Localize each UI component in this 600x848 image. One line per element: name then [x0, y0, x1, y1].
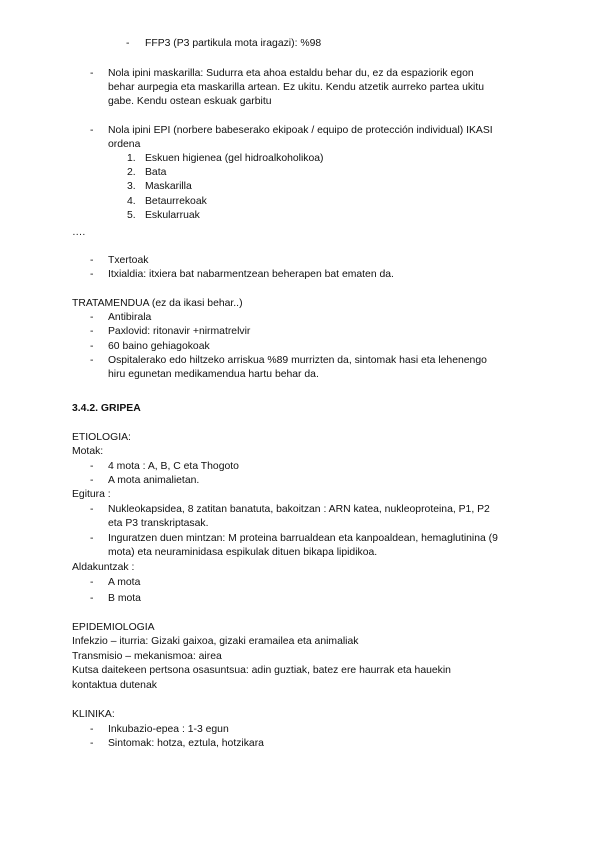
epidemiologia-title: EPIDEMIOLOGIA: [72, 622, 155, 633]
etiologia-title: ETIOLOGIA:: [72, 432, 131, 443]
list-dash: -: [126, 38, 130, 49]
egitura-line: Nukleokapsidea, 8 zatitan banatuta, bakoitzan : ARN katea, nukleoproteina, P1, P2: [108, 504, 490, 515]
egitura-label: Egitura :: [72, 489, 111, 500]
step-number: 1.: [127, 153, 136, 164]
list-dash: -: [90, 577, 94, 588]
section-heading: 3.4.2. GRIPEA: [72, 403, 141, 414]
epi-line-1: Nola ipini EPI (norbere babeserako ekipoak / equipo de protección individual) IKASI: [108, 125, 493, 136]
list-dash: -: [90, 312, 94, 323]
list-dash: -: [90, 533, 94, 544]
step-number: 4.: [127, 196, 136, 207]
step-text: Betaurrekoak: [145, 196, 207, 207]
tratamendua-title: TRATAMENDUA (ez da ikasi behar..): [72, 298, 243, 309]
list-dash: -: [90, 461, 94, 472]
step-text: Eskuen higienea (gel hidroalkoholikoa): [145, 153, 324, 164]
egitura-line: Inguratzen duen mintzan: M proteina barrualdean eta kanpoaldean, hemaglutinina (9: [108, 533, 498, 544]
list-dash: -: [90, 724, 94, 735]
epidemiologia-line: Transmisio – mekanismoa: airea: [72, 651, 222, 662]
list-dash: -: [90, 125, 94, 136]
epidemiologia-line: Kutsa daitekeen pertsona osasuntsua: adin guztiak, batez ere haurrak eta hauekin: [72, 665, 451, 676]
step-text: Eskularruak: [145, 210, 200, 221]
treatment-item: Antibirala: [108, 312, 152, 323]
mask-line-1: Nola ipini maskarilla: Sudurra eta ahoa estaldu behar du, ez da espaziorik egon: [108, 68, 474, 79]
epi-line-2: ordena: [108, 139, 141, 150]
list-dash: -: [90, 355, 94, 366]
epidemiologia-line: Infekzio – iturria: Gizaki gaixoa, gizaki eramailea eta animaliak: [72, 636, 359, 647]
egitura-line: mota) eta neuraminidasa espikulak dituen bikapa lipidikoa.: [108, 547, 378, 558]
ffp3-item: FFP3 (P3 partikula mota iragazi): %98: [145, 38, 322, 49]
step-number: 2.: [127, 167, 136, 178]
list-dash: -: [90, 504, 94, 515]
list-dash: -: [90, 593, 94, 604]
list-dash: -: [90, 341, 94, 352]
treatment-item: 60 baino gehiagokoak: [108, 341, 210, 352]
aldakuntzak-label: Aldakuntzak :: [72, 562, 135, 573]
ellipsis: ….: [72, 227, 86, 238]
treatment-item: Paxlovid: ritonavir +nirmatrelvir: [108, 326, 251, 337]
motak-item: 4 mota : A, B, C eta Thogoto: [108, 461, 239, 472]
mask-line-3: gabe. Kendu ostean eskuak garbitu: [108, 96, 272, 107]
step-number: 5.: [127, 210, 136, 221]
motak-item: A mota animalietan.: [108, 475, 200, 486]
motak-label: Motak:: [72, 446, 104, 457]
treatment-item: Ospitalerako edo hiltzeko arriskua %89 murrizten da, sintomak hasi eta lehenengo: [108, 355, 487, 366]
list-dash: -: [90, 475, 94, 486]
klinika-title: KLINIKA:: [72, 709, 115, 720]
step-text: Maskarilla: [145, 181, 192, 192]
klinika-item: Sintomak: hotza, eztula, hotzikara: [108, 738, 264, 749]
egitura-line: eta P3 transkriptasak.: [108, 518, 209, 529]
klinika-item: Inkubazio-epea : 1-3 egun: [108, 724, 229, 735]
aldakuntzak-item: A mota: [108, 577, 141, 588]
list-dash: -: [90, 269, 94, 280]
step-text: Bata: [145, 167, 167, 178]
treatment-continuation: hiru egunetan medikamendua hartu behar da.: [108, 369, 319, 380]
list-dash: -: [90, 738, 94, 749]
measure-item: Txertoak: [108, 255, 149, 266]
mask-line-2: behar aurpegia eta maskarilla artean. Ez ukitu. Kendu atzetik aurreko partea ukitu: [108, 82, 485, 93]
list-dash: -: [90, 68, 94, 79]
aldakuntzak-item: B mota: [108, 593, 141, 604]
step-number: 3.: [127, 181, 136, 192]
measure-item: Itxialdia: itxiera bat nabarmentzean beherapen bat ematen da.: [108, 269, 394, 280]
list-dash: -: [90, 326, 94, 337]
epidemiologia-line: kontaktua dutenak: [72, 680, 157, 691]
list-dash: -: [90, 255, 94, 266]
